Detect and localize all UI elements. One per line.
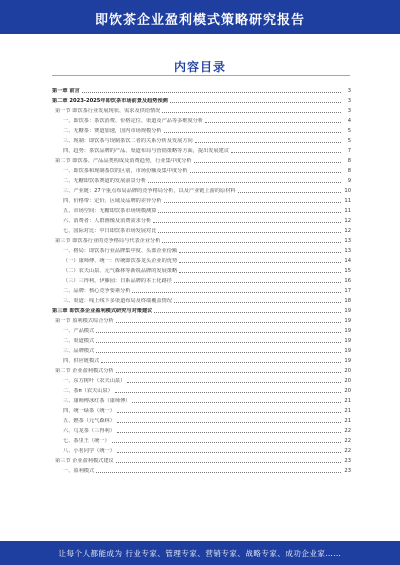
toc-entry-title: 第一节 盈利模式综合分析 [55, 318, 114, 324]
toc-leader-dots [162, 242, 341, 243]
toc-entry-page: 10 [344, 188, 351, 194]
toc-leader-dots [117, 432, 341, 433]
toc-leader-dots [179, 272, 341, 273]
toc-entry-page: 13 [344, 248, 351, 254]
toc-entry-page: 19 [344, 348, 351, 354]
toc-leader-dots [231, 152, 341, 153]
toc-entry-page: 18 [344, 298, 351, 304]
toc-entry-page: 5 [347, 128, 351, 134]
toc-entry[interactable] [52, 184, 351, 194]
toc-entry[interactable] [52, 304, 351, 314]
toc-leader-dots [179, 252, 341, 253]
toc-entry-page: 22 [344, 428, 351, 434]
toc-entry-title: 一、格局：即饮茶行业品牌集中度、头部企业份额 [63, 248, 178, 254]
toc-entry-page: 20 [344, 378, 351, 384]
toc-entry-title: 四、供应链模式 [63, 358, 100, 364]
toc-entry[interactable] [52, 224, 351, 234]
toc-entry[interactable] [52, 104, 351, 114]
toc-entry-title: 二、品牌：核心竞争要素分析 [63, 288, 131, 294]
toc-entry[interactable] [52, 204, 351, 214]
toc-entry-title: 二、无糖茶：赛道加速，国内市场规模分析 [63, 128, 162, 134]
toc-entry-title: 三、产业链：27个重点布局品牌的竞争格局分析，以及产业链上游的原材料 [63, 188, 236, 194]
toc-leader-dots [96, 352, 341, 353]
toc-entry-page: 22 [344, 438, 351, 444]
toc-entry-page: 20 [344, 368, 351, 374]
toc-leader-dots [101, 362, 341, 363]
toc-entry-title: 三、现制：即饮茶与现制茶饮二者的关系分析及发展方向 [63, 138, 193, 144]
toc-entry[interactable] [52, 214, 351, 224]
toc-entry-page: 7 [347, 148, 351, 154]
toc-entry-title: 八、小茗同学（统一） [63, 448, 115, 454]
toc-entry[interactable] [52, 414, 351, 424]
toc-entry-title: 一、即饮茶和现制茶饮的区别，市场份额及集中度分析 [63, 168, 188, 174]
toc-entry-title: 六、乌龙茶（三得利） [63, 428, 115, 434]
toc-entry-title: 第二节 即饮茶、产品品类构成及消费趋势，行业集中度分析 [55, 158, 192, 164]
toc-divider [52, 75, 350, 76]
toc-leader-dots [96, 342, 341, 343]
toc-entry-title: 一、产品模式 [63, 328, 95, 334]
toc-entry-page: 21 [344, 408, 351, 414]
toc-leader-dots [158, 212, 341, 213]
toc-leader-dots [116, 462, 341, 463]
toc-entry-page: 19 [344, 308, 351, 314]
toc-entry-title: 三、渠道：线上线下多渠道布局及终端覆盖情况 [63, 298, 172, 304]
toc-entry[interactable] [52, 194, 351, 204]
toc-entry[interactable] [52, 274, 351, 284]
toc-leader-dots [115, 392, 341, 393]
toc-entry-page: 11 [344, 198, 351, 204]
toc-entry-page: 12 [344, 218, 351, 224]
toc-leader-dots [164, 202, 341, 203]
toc-entry-page: 17 [344, 288, 351, 294]
toc-entry-title: 三、康师傅冰红茶（康师傅） [63, 398, 131, 404]
toc-leader-dots [117, 422, 341, 423]
toc-leader-dots [153, 222, 341, 223]
toc-entry-title: （一）康师傅、统一：传统即饮茶龙头企业的优势 [63, 258, 178, 264]
toc-entry-title: 一、东方树叶（农夫山泉） [63, 378, 126, 384]
toc-entry[interactable] [52, 234, 351, 244]
toc-entry-title: 七、国际对比：中日即饮茶市场发展对比 [63, 228, 157, 234]
toc-entry-title: 三、品牌模式 [63, 348, 95, 354]
toc-leader-dots [179, 262, 341, 263]
toc-entry[interactable] [52, 444, 351, 454]
toc-entry-page: 3 [347, 108, 351, 114]
toc-leader-dots [158, 232, 341, 233]
toc-entry[interactable] [52, 244, 351, 254]
toc-leader-dots [170, 102, 341, 103]
toc-entry-title: （二）农夫山泉、元气森林等新锐品牌的发展策略 [63, 268, 178, 274]
toc-entry[interactable] [52, 154, 351, 164]
toc-leader-dots [205, 122, 341, 123]
toc-entry[interactable] [52, 164, 351, 174]
toc-leader-dots [148, 182, 341, 183]
toc-entry-page: 8 [347, 168, 351, 174]
toc-leader-dots [132, 402, 341, 403]
toc-entry-page: 15 [344, 268, 351, 274]
toc-entry[interactable] [52, 384, 351, 394]
toc-entry[interactable] [52, 454, 351, 464]
toc-entry-title: 四、价格带：定价、区域及品牌的差异分析 [63, 198, 162, 204]
toc-leader-dots [238, 192, 341, 193]
toc-entry-title: 一、盈利模式 [63, 468, 95, 474]
toc-entry[interactable] [52, 264, 351, 274]
toc-entry-page: 20 [344, 388, 351, 394]
toc-entry[interactable] [52, 134, 351, 144]
toc-entry-title: 二、无糖即饮茶赛道的发展前景分析 [63, 178, 147, 184]
toc-leader-dots [117, 412, 341, 413]
toc-entry-page: 3 [347, 88, 351, 94]
toc-entry-title: （三）三得利、伊藤园：日系品牌的本土化路径 [63, 278, 172, 284]
toc-entry-page: 8 [347, 158, 351, 164]
toc-entry-title: 第三节 即饮茶行业的竞争格局与代表企业分析 [55, 238, 161, 244]
toc-entry-page: 22 [344, 448, 351, 454]
toc-entry-title: 第三节 企业盈利模式建议 [55, 458, 114, 464]
toc-leader-dots [112, 442, 341, 443]
toc-entry[interactable] [52, 344, 351, 354]
toc-entry-title: 第三章 即饮茶企业盈利模式研究与对策建议 [52, 308, 153, 314]
toc-leader-dots [127, 382, 341, 383]
header-bar [0, 0, 400, 34]
toc-entry-title: 六、消费者：人群画像及消费需求分析 [63, 218, 152, 224]
toc-leader-dots [162, 112, 341, 113]
toc-entry-page: 19 [344, 358, 351, 364]
toc-entry[interactable] [52, 434, 351, 444]
toc-entry[interactable] [52, 144, 351, 154]
toc-entry-title: 四、统一绿茶（统一） [63, 408, 115, 414]
toc-leader-dots [195, 142, 341, 143]
table-of-contents [52, 84, 351, 474]
toc-entry[interactable] [52, 114, 351, 124]
toc-entry[interactable] [52, 394, 351, 404]
footer-bar [0, 541, 400, 565]
toc-entry-page: 4 [347, 118, 351, 124]
toc-entry-page: 19 [344, 318, 351, 324]
toc-entry[interactable] [52, 364, 351, 374]
toc-leader-dots [82, 92, 341, 93]
toc-entry[interactable] [52, 424, 351, 434]
toc-entry-page: 12 [344, 228, 351, 234]
footer-slogan: 让每个人都能成为 行业专家、管理专家、营销专家、战略专家、成功企业家…… [58, 549, 342, 558]
toc-entry-page: 14 [344, 258, 351, 264]
toc-entry-title: 第二章 2023-2025年即饮茶市场前景及趋势预测 [52, 98, 168, 104]
toc-entry-title: 五、市场空间：无糖即饮茶市场规模测算 [63, 208, 157, 214]
toc-entry[interactable] [52, 174, 351, 184]
toc-entry[interactable] [52, 294, 351, 304]
toc-entry-title: 二、茶π（农夫山泉） [63, 388, 113, 394]
toc-entry-page: 23 [344, 468, 351, 474]
toc-entry[interactable] [52, 464, 351, 474]
toc-leader-dots [96, 332, 341, 333]
toc-entry-page: 3 [347, 98, 351, 104]
toc-entry-title: 第一节 即饮茶行业发展现状、需求及供给情况 [55, 108, 161, 114]
toc-leader-dots [154, 312, 341, 313]
toc-entry[interactable] [52, 314, 351, 324]
toc-entry-page: 19 [344, 338, 351, 344]
toc-entry[interactable] [52, 374, 351, 384]
toc-entry-page: 11 [344, 208, 351, 214]
toc-entry[interactable] [52, 94, 351, 104]
toc-entry[interactable] [52, 324, 351, 334]
toc-entry-page: 5 [347, 138, 351, 144]
toc-entry-page: 21 [344, 418, 351, 424]
toc-entry[interactable] [52, 124, 351, 134]
toc-entry-page: 19 [344, 328, 351, 334]
toc-leader-dots [116, 372, 341, 373]
toc-entry[interactable] [52, 284, 351, 294]
toc-entry-page: 16 [344, 278, 351, 284]
toc-entry-page: 23 [344, 458, 351, 464]
toc-heading: 内容目录 [173, 60, 226, 74]
toc-entry-title: 一、即饮茶：茶饮消费、价格定位、渠道及产品等多维度分析 [63, 118, 204, 124]
toc-entry[interactable] [52, 84, 351, 94]
toc-entry-title: 第一章 前言 [52, 88, 80, 94]
toc-entry-title: 二、渠道模式 [63, 338, 95, 344]
toc-entry[interactable] [52, 334, 351, 344]
toc-entry-title: 第二节 企业盈利模式分析 [55, 368, 114, 374]
toc-entry-title: 五、燃茶（元气森林） [63, 418, 115, 424]
toc-entry[interactable] [52, 254, 351, 264]
toc-entry-page: 9 [347, 178, 351, 184]
toc-leader-dots [117, 452, 341, 453]
report-title: 即饮茶企业盈利模式策略研究报告 [94, 13, 305, 28]
toc-entry-title: 七、茶里王（统一） [63, 438, 110, 444]
toc-leader-dots [96, 472, 341, 473]
toc-entry-title: 四、趋势：茶饮品牌的产品、渠道布局与营销策略等方面，提出发展建议 [63, 148, 230, 154]
toc-entry[interactable] [52, 354, 351, 364]
toc-leader-dots [164, 132, 341, 133]
toc-leader-dots [116, 322, 341, 323]
toc-entry[interactable] [52, 404, 351, 414]
toc-leader-dots [190, 172, 341, 173]
toc-leader-dots [174, 282, 341, 283]
toc-leader-dots [194, 162, 341, 163]
toc-entry-page: 13 [344, 238, 351, 244]
toc-leader-dots [174, 302, 341, 303]
toc-entry-page: 21 [344, 398, 351, 404]
toc-leader-dots [132, 292, 341, 293]
